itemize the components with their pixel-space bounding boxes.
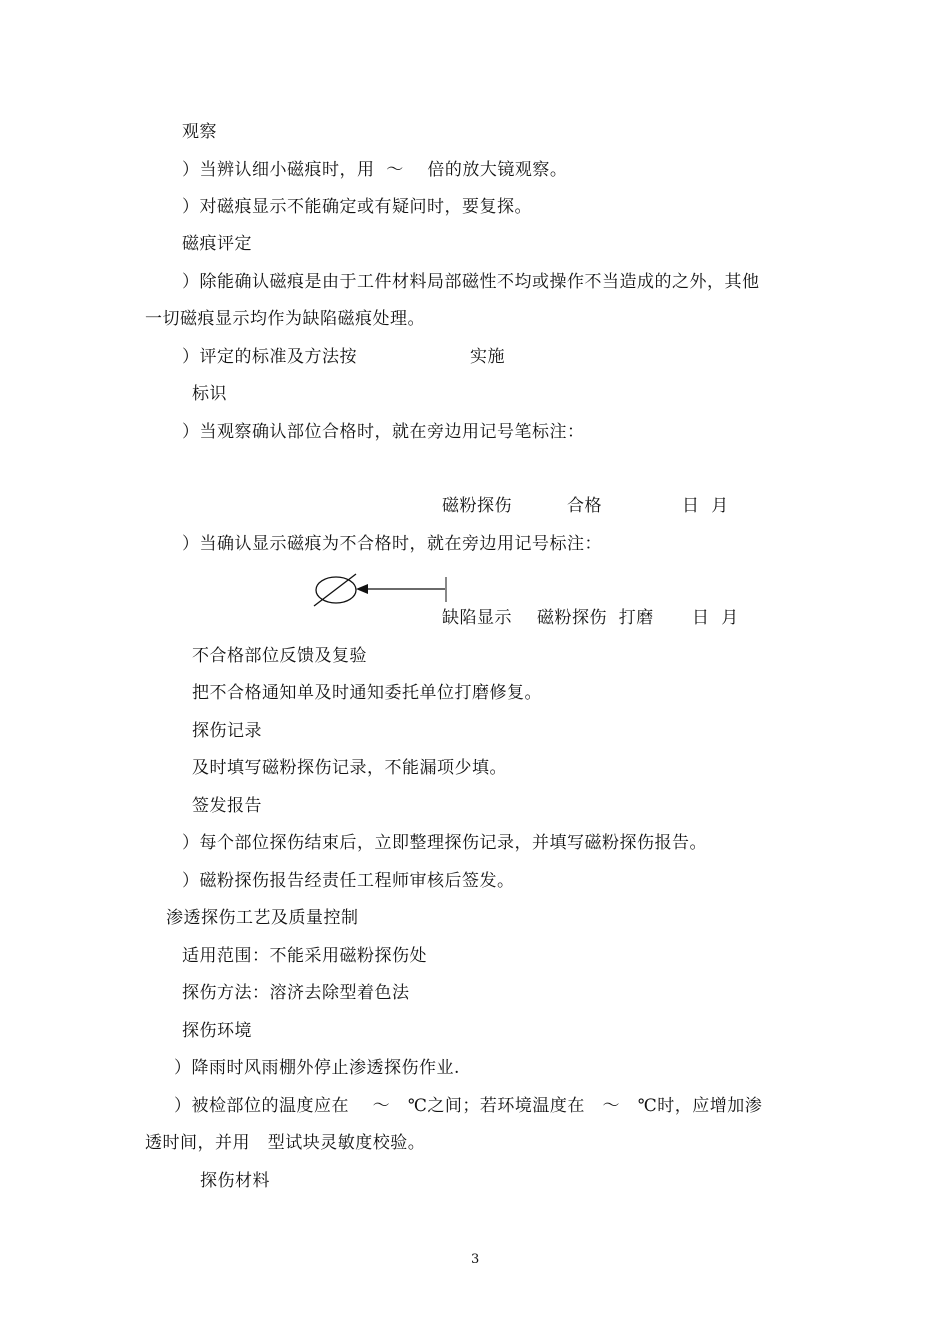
text-line: ）当辨认细小磁痕时，用 ～ 倍的放大镜观察。 bbox=[182, 160, 568, 180]
mark-label-date: 日 月 bbox=[692, 608, 739, 628]
text-line: 探伤方法：溶济去除型着色法 bbox=[182, 983, 410, 1003]
heading-penetrant-testing: 渗透探伤工艺及质量控制 bbox=[166, 908, 359, 928]
text-line: ）当确认显示磁痕为不合格时，就在旁边用记号标注： bbox=[182, 534, 602, 554]
mark-label-pass: 合格 bbox=[567, 496, 602, 516]
text-line: ）每个部位探伤结束后，立即整理探伤记录，并填写磁粉探伤报告。 bbox=[182, 833, 707, 853]
heading-report: 签发报告 bbox=[192, 796, 262, 816]
mark-label-mt: 磁粉探伤 bbox=[442, 496, 512, 516]
mark-label-date: 日 月 bbox=[682, 496, 729, 516]
mark-label-defect: 缺陷显示 bbox=[442, 608, 512, 628]
text-line: ）评定的标准及方法按 bbox=[182, 347, 357, 367]
text-line: ）降雨时风雨棚外停止渗透探伤作业. bbox=[174, 1058, 460, 1078]
text-line: ）磁粉探伤报告经责任工程师审核后签发。 bbox=[182, 871, 515, 891]
page-number: 3 bbox=[471, 1252, 480, 1267]
arrow-head bbox=[356, 584, 368, 594]
mark-label-mt-grind: 磁粉探伤 打磨 bbox=[537, 608, 654, 628]
text-line: ）除能确认磁痕是由于工件材料局部磁性不均或操作不当造成的之外，其他 bbox=[182, 272, 760, 292]
text-line: 一切磁痕显示均作为缺陷磁痕处理。 bbox=[145, 309, 425, 329]
text-line: 透时间，并用 型试块灵敏度校验。 bbox=[145, 1133, 426, 1153]
heading-environment: 探伤环境 bbox=[182, 1021, 252, 1041]
text-line: ）对磁痕显示不能确定或有疑问时，要复探。 bbox=[182, 197, 532, 217]
heading-evaluation: 磁痕评定 bbox=[182, 234, 252, 254]
heading-feedback: 不合格部位反馈及复验 bbox=[192, 646, 367, 666]
defect-slash bbox=[314, 574, 356, 606]
heading-marking: 标识 bbox=[192, 384, 227, 404]
text-line: ）当观察确认部位合格时，就在旁边用记号笔标注： bbox=[182, 422, 585, 442]
text-line: 实施 bbox=[470, 347, 505, 367]
heading-record: 探伤记录 bbox=[192, 721, 262, 741]
text-line: ）被检部位的温度应在 ～ ℃之间；若环境温度在 ～ ℃时，应增加渗 bbox=[174, 1096, 763, 1116]
text-line: 适用范围：不能采用磁粉探伤处 bbox=[182, 946, 427, 966]
text-line: 及时填写磁粉探伤记录，不能漏项少填。 bbox=[192, 758, 507, 778]
text-line: 把不合格通知单及时通知委托单位打磨修复。 bbox=[192, 683, 542, 703]
heading-observation: 观察 bbox=[182, 122, 217, 142]
heading-materials: 探伤材料 bbox=[200, 1171, 270, 1191]
